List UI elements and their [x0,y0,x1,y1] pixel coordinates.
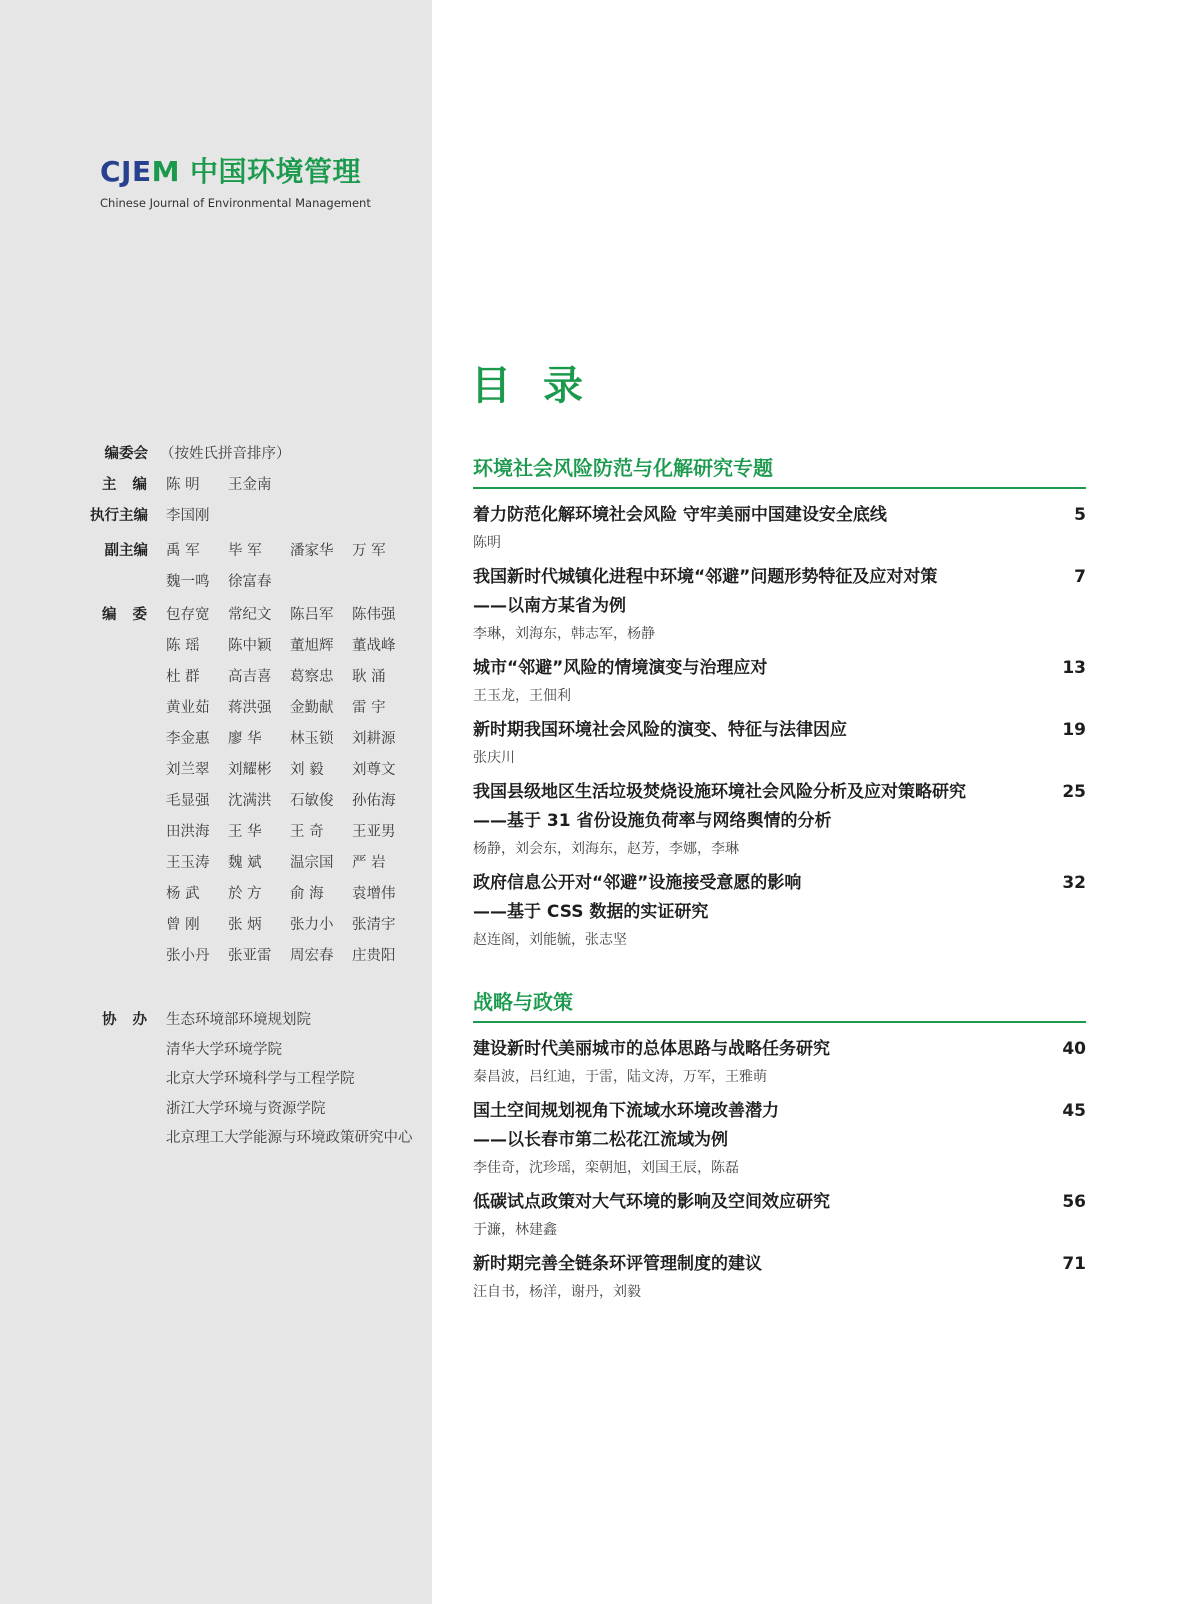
board-name: 庄贵阳 [352,948,396,964]
board-name: 万 军 [352,543,386,559]
article-subtitle: ——基于 31 省份设施负荷率与网络舆情的分析 [473,811,832,831]
deputy-names [166,539,414,560]
toc-entry[interactable] [473,1097,1086,1181]
member-names [166,634,414,655]
journal-logo-title [100,150,371,190]
member-names [166,789,414,810]
board-name: 俞 海 [290,886,324,902]
toc-entry[interactable] [473,563,1086,647]
article-subtitle: ——以南方某省为例 [473,596,626,616]
page-number: 32 [1062,873,1086,893]
toc-entry[interactable] [473,716,1086,771]
article-authors: 张庆川 [473,750,515,766]
page-number: 45 [1062,1101,1086,1121]
board-name: 李国刚 [166,508,210,524]
article-subtitle: ——以长春市第二松花江流域为例 [473,1130,728,1150]
member-names [166,820,414,841]
board-name: 刘兰翠 [166,762,210,778]
board-name: 严 岩 [352,855,386,871]
board-name: 雷 宇 [352,700,386,716]
board-name: 耿 涌 [352,669,386,685]
section-title: 环境社会风险防范与化解研究专题 [473,456,773,480]
journal-name-cn: 中国环境管理 [189,155,361,188]
board-name: 杜 群 [166,669,200,685]
board-name: 曾 刚 [166,917,200,933]
board-name: 黄业茹 [166,700,210,716]
section-divider [473,1021,1086,1023]
board-name: 张 炳 [228,917,262,933]
article-authors: 赵连阁，刘能毓，张志坚 [473,932,627,948]
member-names [166,882,414,903]
member-names [166,665,414,686]
board-name: 张力小 [290,917,334,933]
toc-entry[interactable] [473,1250,1086,1305]
article-authors: 陈明 [473,535,501,551]
board-name: 刘耀彬 [228,762,272,778]
board-name: 孙佑海 [352,793,396,809]
page-number: 56 [1062,1192,1086,1212]
coop-item: 北京大学环境科学与工程学院 [166,1071,355,1087]
board-name: 於 方 [228,886,262,902]
article-title[interactable]: 新时期完善全链条环评管理制度的建议 [473,1254,762,1274]
board-name: 包存宽 [166,607,210,623]
member-names [166,944,414,965]
journal-abbr: CJEM [100,155,180,188]
sidebar-panel [0,0,432,1604]
coop-label: 协 办 [102,1012,147,1028]
article-title[interactable]: 我国新时代城镇化进程中环境“邻避”问题形势特征及应对对策 [473,567,938,587]
board-name: 陈吕军 [290,607,334,623]
board-name: 廖 华 [228,731,262,747]
member-names [166,696,414,717]
article-title[interactable]: 城市“邻避”风险的情境演变与治理应对 [473,658,768,678]
page-number: 71 [1062,1254,1086,1274]
board-name: 杨 武 [166,886,200,902]
toc-entry-list [473,1035,1086,1305]
deputy-names [166,570,290,591]
coop-list [166,1008,413,1156]
board-name: 魏 斌 [228,855,262,871]
board-name: 毛显强 [166,793,210,809]
board-name: 刘尊文 [352,762,396,778]
board-name: 毕 军 [228,543,262,559]
coop-item: 北京理工大学能源与环境政策研究中心 [166,1130,413,1146]
page-number: 40 [1062,1039,1086,1059]
board-name: 张清宇 [352,917,396,933]
board-name: 陈伟强 [352,607,396,623]
article-title[interactable]: 新时期我国环境社会风险的演变、特征与法律因应 [473,720,847,740]
board-name: 王金南 [228,477,272,493]
board-name: 高吉喜 [228,669,272,685]
article-title[interactable]: 着力防范化解环境社会风险 守牢美丽中国建设安全底线 [473,505,887,525]
member-names [166,727,414,748]
toc-title: 目录 [471,363,615,409]
journal-logo [100,150,371,210]
toc-section-2 [473,986,1086,1312]
exec-editor-label: 执行主编 [90,508,148,524]
member-names [166,603,414,624]
article-authors: 李佳奇，沈珍瑶，栾朝旭，刘国王辰，陈磊 [473,1160,739,1176]
board-name: 李金惠 [166,731,210,747]
article-authors: 于濂，林建鑫 [473,1222,557,1238]
board-name: 徐富春 [228,574,272,590]
board-header-note: （按姓氏拼音排序） [160,446,291,462]
toc-entry[interactable] [473,654,1086,709]
section-title: 战略与政策 [473,990,573,1014]
board-name: 袁增伟 [352,886,396,902]
board-name: 王玉涛 [166,855,210,871]
member-names [166,851,414,872]
toc-entry[interactable] [473,1035,1086,1090]
board-name: 潘家华 [290,543,334,559]
article-authors: 李琳，刘海东，韩志军，杨静 [473,626,655,642]
article-title[interactable]: 低碳试点政策对大气环境的影响及空间效应研究 [473,1192,830,1212]
exec-editor-names [166,504,228,525]
board-name: 刘耕源 [352,731,396,747]
board-name: 林玉锁 [290,731,334,747]
board-name: 禹 军 [166,543,200,559]
article-authors: 秦昌波，吕红迪，于雷，陆文涛，万军，王雅萌 [473,1069,767,1085]
board-name: 常纪文 [228,607,272,623]
board-name: 葛察忠 [290,669,334,685]
board-name: 沈满洪 [228,793,272,809]
member-names [166,758,414,779]
board-name: 张亚雷 [228,948,272,964]
page-number: 25 [1062,782,1086,802]
article-authors: 王玉龙，王佃利 [473,688,571,704]
section-divider [473,487,1086,489]
board-name: 温宗国 [290,855,334,871]
page-number: 19 [1062,720,1086,740]
article-title[interactable]: 我国县级地区生活垃圾焚烧设施环境社会风险分析及应对策略研究 [473,782,966,802]
toc-section-1 [473,452,1086,960]
article-subtitle: ——基于 CSS 数据的实证研究 [473,902,709,922]
article-authors: 汪自书，杨洋，谢丹，刘毅 [473,1284,641,1300]
member-names [166,913,414,934]
board-header-label: 编委会 [104,446,148,462]
deputy-label: 副主编 [104,543,148,559]
editor-in-chief-label: 主 编 [102,477,147,493]
article-authors: 杨静，刘会东，刘海东，赵芳，李娜，李琳 [473,841,739,857]
editor-in-chief-names [166,473,290,494]
board-name: 田洪海 [166,824,210,840]
article-title[interactable]: 国土空间规划视角下流域水环境改善潜力 [473,1101,779,1121]
board-name: 张小丹 [166,948,210,964]
article-title[interactable]: 建设新时代美丽城市的总体思路与战略任务研究 [473,1039,830,1059]
toc-entry[interactable] [473,1188,1086,1243]
board-name: 周宏春 [290,948,334,964]
coop-item: 生态环境部环境规划院 [166,1012,311,1028]
members-label: 编 委 [102,607,147,623]
coop-item: 清华大学环境学院 [166,1041,282,1058]
board-name: 蒋洪强 [228,700,272,716]
coop-item: 浙江大学环境与资源学院 [166,1100,326,1117]
board-name: 王 奇 [290,824,324,840]
page-number: 7 [1074,567,1086,587]
board-name: 董旭辉 [290,638,334,654]
toc-entry-list [473,501,1086,953]
journal-name-en: Chinese Journal of Environmental Management [100,196,371,210]
page-number: 5 [1074,505,1086,525]
board-name: 魏一鸣 [166,574,210,590]
article-title[interactable]: 政府信息公开对“邻避”设施接受意愿的影响 [473,873,802,893]
board-name: 金勤献 [290,700,334,716]
board-name: 石敏俊 [290,793,334,809]
board-name: 陈 明 [166,477,200,493]
board-name: 刘 毅 [290,762,324,778]
board-name: 王亚男 [352,824,396,840]
page-number: 13 [1062,658,1086,678]
board-name: 董战峰 [352,638,396,654]
board-name: 陈中颖 [228,638,272,654]
toc-entry[interactable] [473,869,1086,953]
toc-entry[interactable] [473,501,1086,556]
board-name: 王 华 [228,824,262,840]
board-name: 陈 瑶 [166,638,200,654]
toc-entry[interactable] [473,778,1086,862]
